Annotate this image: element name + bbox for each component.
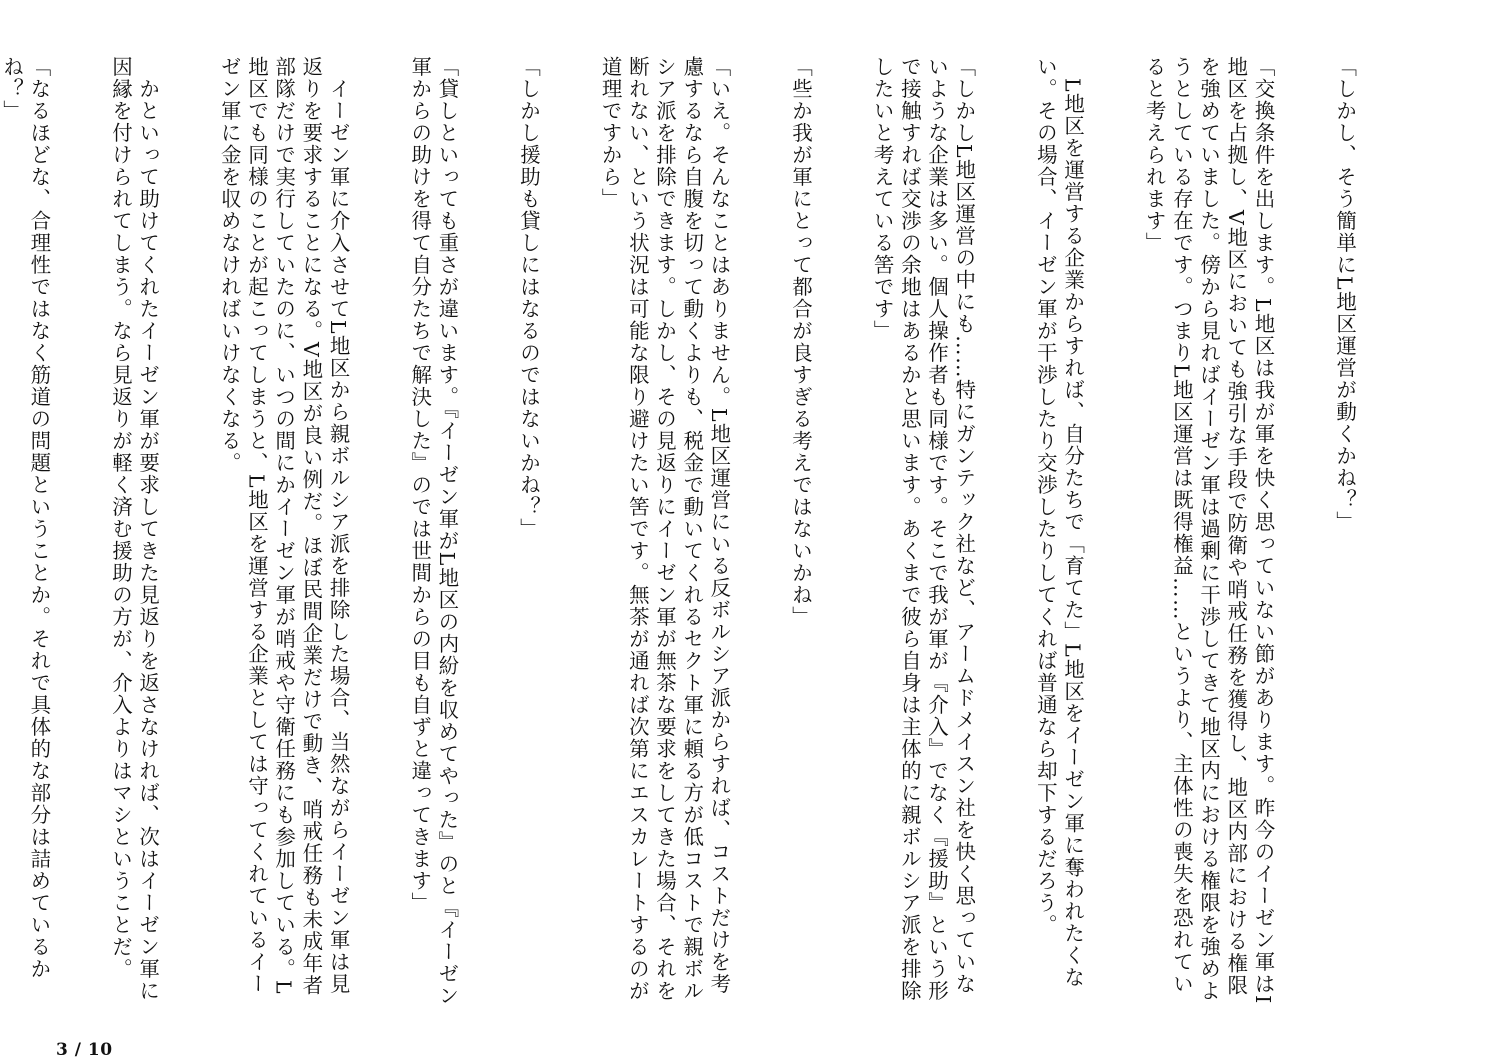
paragraph: 「いえ。そんなことはありません。L地区運営にいる反ボルシア派からすれば、コストだけを考慮するなら自腹を切って動くよりも、税金で動いてくれるセクト軍に頼る方が低コストで親ボルシア派を排除できます。しかし、その見返りにイーゼン軍が無茶な要求をしてきた場合、それを断れない、という状況は可能な限り避けたい筈です。無茶が通れば次第にエスカレートするのが道理ですから」 <box>598 56 731 1002</box>
paragraph: 「しかし、そう簡単にL地区運営が動くかね？」 <box>1332 56 1357 534</box>
paragraph: 「なるほどな、合理性ではなく筋道の問題ということか。それで具体的な部分は詰めているかね？」 <box>0 56 51 980</box>
paragraph: 「些か我が軍にとって都合が良すぎる考えではないかね」 <box>788 56 813 628</box>
paragraph: 「しかしL地区運営の中にも……特にガンテック社など、アームドメイスン社を快く思っていないような企業は多い。個人操作者も同様です。そこで我が軍が『介入』でなく『援助』という形で接触すれば交渉の余地はあるかと思います。あくまで彼ら自身は主体的に親ボルシア派を排除したいと考えている筈です」 <box>870 56 976 1002</box>
paragraph: 「交換条件を出します。L地区は我が軍を快く思っていない節があります。昨今のイーゼン軍はI地区を占拠し、V地区においても強引な手段で防衛や哨戒任務を獲得し、地区内部における権限を強めていました。傍から見ればイーゼン軍は過剰に干渉してきて地区内における権限を強めようとしている存在です。つまりL地区運営は既得権益……というより、主体性の喪失を恐れていると考えられます」 <box>1142 56 1275 1005</box>
paragraph: かといって助けてくれたイーゼン軍が要求してきた見返りを返さなければ、次はイーゼン軍に因縁を付けられてしまう。なら見返りが軽く済む援助の方が、介入よりはマシということだ。 <box>108 56 160 1002</box>
paragraph: 「貸しといっても重さが違います。『イーゼン軍がL地区の内紛を収めてやった』のと『イーゼン軍からの助けを得て自分たちで解決した』のでは世間からの目も自ずと違ってきます」 <box>407 56 459 1007</box>
vertical-text-body <box>0 56 1412 1016</box>
paragraph: 「しかし援助も貸しにはなるのではないかね？」 <box>516 56 541 540</box>
page-number: 3 / 10 <box>56 1040 113 1060</box>
paragraph: イーゼン軍に介入させてL地区から親ボルシア派を排除した場合、当然ながらイーゼン軍は見返りを要求することになる。V地区が良い例だ。ほぼ民間企業だけで動き、哨戒任務も未成年者部隊だけで実行していたのに、いつの間にかイーゼン軍が哨戒や守衛任務にも参加している。L地区でも同様のことが起こってしまうと、L地区を運営する企業としては守ってくれているイーゼン軍に金を収めなければいけなくなる。 <box>217 56 351 997</box>
paragraph: L地区を運営する企業からすれば、自分たちで「育てた」L地区をイーゼン軍に奪われたくない。その場合、イーゼン軍が干渉したり交渉したりしてくれば普通なら却下するだろう。 <box>1033 56 1085 989</box>
